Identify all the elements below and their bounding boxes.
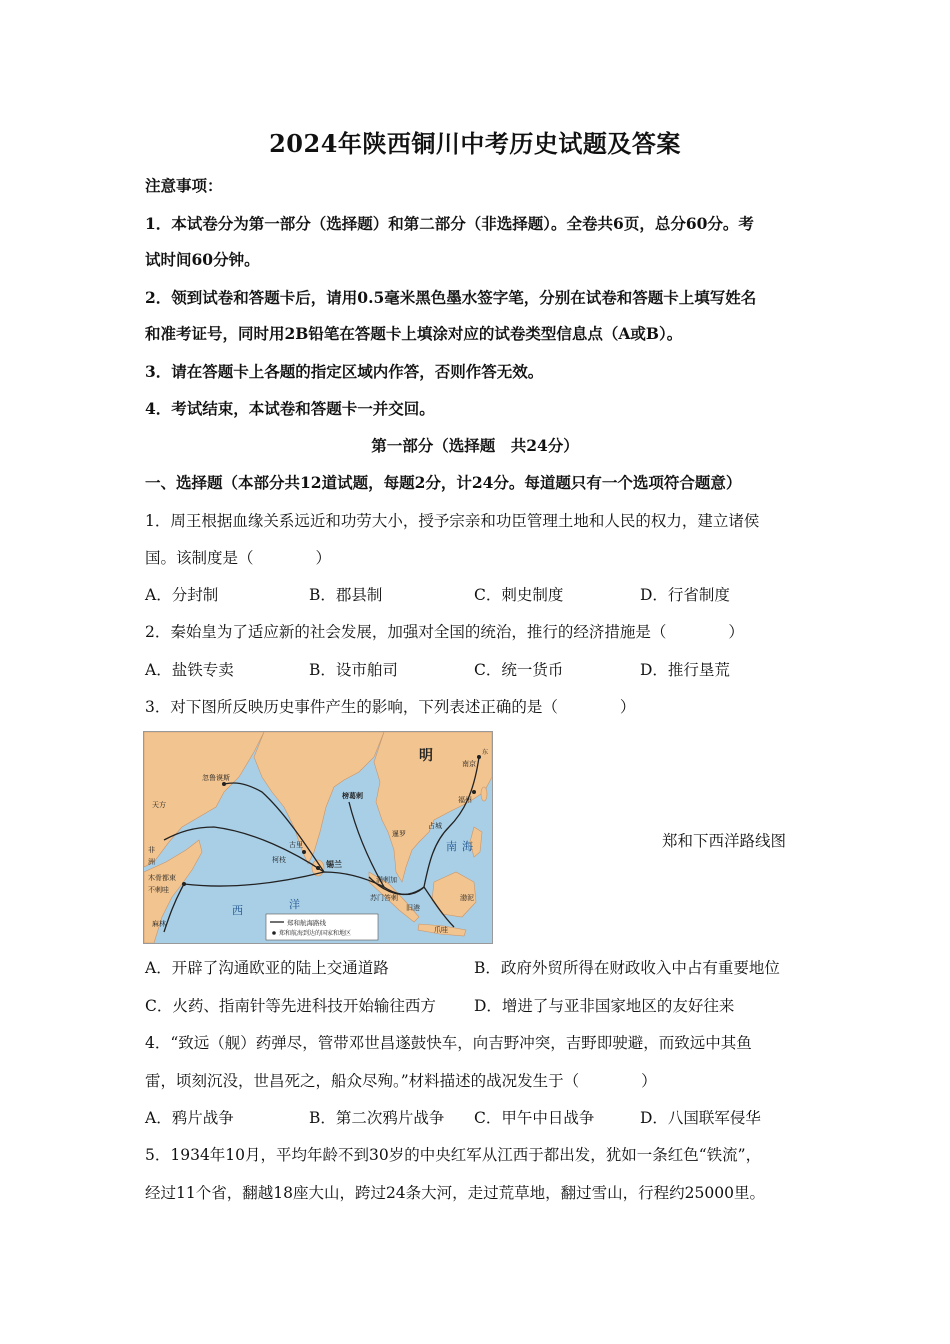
dot-mogadishu	[182, 882, 186, 886]
q2-option-d[interactable]: D．推行垦荒	[640, 661, 730, 679]
q1-option-d[interactable]: D．行省制度	[640, 586, 730, 604]
map-svg	[144, 732, 492, 943]
label-malindi: 麻林	[152, 920, 166, 928]
q3-option-b[interactable]: B．政府外贸所得在财政收入中占有重要地位	[474, 959, 780, 977]
q1-stem-line-1: 1．周王根据血缘关系远近和功劳大小，授予宗亲和功臣管理土地和人民的权力，建立诸侯	[145, 512, 760, 530]
dot-xilan	[316, 866, 320, 870]
q1-option-a[interactable]: A．分封制	[145, 586, 219, 604]
q4-stem-line-1: 4．“致远（舰）药弹尽，管带邓世昌遂鼓快车，向吉野冲突，吉野即驶避，而致远中其鱼	[145, 1034, 752, 1052]
q1-option-c[interactable]: C．刺史制度	[474, 586, 564, 604]
dot-hormuz	[222, 782, 226, 786]
label-hormuz: 忽鲁谟斯	[202, 774, 230, 782]
q5-stem-line-1: 5．1934年10月，平均年龄不到30岁的中央红军从江西于都出发，犹如一条红色“铁流”，	[145, 1146, 762, 1164]
q4-option-b[interactable]: B．第二次鸦片战争	[309, 1109, 445, 1127]
q5-stem-line-2: 经过11个省，翻越18座大山，跨过24条大河，走过荒草地，翻过雪山，行程约25000里。	[145, 1184, 765, 1202]
page-title: 2024年陕西铜川中考历史试题及答案	[269, 129, 681, 158]
part1-heading: 第一部分（选择题 共24分）	[371, 436, 579, 455]
notes-heading: 注意事项：	[145, 176, 223, 195]
map-legend	[266, 914, 378, 940]
legend-route-label: 郑和航海路线	[287, 919, 326, 927]
label-ming: 明	[419, 748, 433, 764]
q4-option-a[interactable]: A．鸦片战争	[145, 1109, 234, 1127]
q4-stem-line-2: 雷，顷刻沉没，世昌死之，船众尽殉。”材料描述的战况发生于（ ）	[145, 1072, 657, 1090]
section-heading: 一、选择题（本部分共12道试题，每题2分，计24分。每道题只有一个选项符合题意）	[145, 473, 742, 492]
q1-stem-line-2: 国。该制度是（ ）	[145, 549, 332, 567]
note-3: 3．请在答题卡上各题的指定区域内作答，否则作答无效。	[145, 362, 544, 381]
q3-option-d[interactable]: D．增进了与亚非国家地区的友好往来	[474, 997, 735, 1015]
q2-option-a[interactable]: A．盐铁专卖	[145, 661, 234, 679]
label-south-sea-2: 海	[462, 840, 473, 853]
legend-places-label: 郑和航海到达的国家和地区	[279, 930, 352, 937]
dot-guli	[302, 850, 306, 854]
label-guli: 古里	[289, 841, 303, 849]
label-kezhi: 柯枝	[272, 856, 286, 864]
label-bula: 不剌哇	[148, 886, 169, 894]
label-fuzhou: 福州	[458, 796, 472, 804]
q4-option-c[interactable]: C．甲午中日战争	[474, 1109, 595, 1127]
label-nanjing: 南京	[462, 760, 476, 768]
label-africa-2: 洲	[148, 858, 155, 866]
note-2-line-1: 2．领到试卷和答题卡后，请用0.5毫米黑色墨水签字笔，分别在试卷和答题卡上填写姓名	[145, 288, 757, 307]
label-siam: 暹罗	[392, 830, 406, 838]
label-bengal: 榜葛剌	[342, 792, 363, 800]
label-xilan: 锡兰	[326, 860, 342, 869]
q2-option-b[interactable]: B．设市舶司	[309, 661, 398, 679]
q3-stem: 3．对下图所反映历史事件产生的影响，下列表述正确的是（ ）	[145, 698, 636, 716]
label-east-sea: 东	[482, 749, 489, 756]
label-boni: 渤泥	[460, 894, 474, 902]
note-1-line-1: 1．本试卷分为第一部分（选择题）和第二部分（非选择题）。全卷共6页，总分60分。考	[145, 214, 754, 233]
note-4: 4．考试结束，本试卷和答题卡一并交回。	[145, 399, 435, 418]
label-west-ocean-1: 西	[232, 904, 243, 917]
dot-fuzhou	[472, 790, 476, 794]
q1-option-b[interactable]: B．郡县制	[309, 586, 383, 604]
label-tianfang: 天方	[152, 801, 166, 809]
q3-option-c[interactable]: C．火药、指南针等先进科技开始输往西方	[145, 997, 436, 1015]
label-manlajia: 满剌加	[376, 876, 397, 884]
note-1-line-2: 试时间60分钟。	[145, 250, 260, 269]
label-africa-1: 非	[148, 846, 155, 854]
zheng-he-voyage-map	[143, 731, 493, 944]
q4-option-d[interactable]: D．八国联军侵华	[640, 1109, 761, 1127]
map-caption: 郑和下西洋路线图	[662, 832, 787, 850]
note-2-line-2: 和准考证号，同时用2B铅笔在答题卡上填涂对应的试卷类型信息点（A或B）。	[145, 324, 683, 343]
q3-option-a[interactable]: A．开辟了沟通欧亚的陆上交通道路	[145, 959, 389, 977]
q2-stem: 2．秦始皇为了适应新的社会发展，加强对全国的统治，推行的经济措施是（ ）	[145, 623, 744, 641]
q2-option-c[interactable]: C．统一货币	[474, 661, 564, 679]
label-south-sea-1: 南	[446, 840, 457, 853]
label-java: 爪哇	[434, 926, 448, 934]
dot-nanjing	[477, 755, 481, 759]
label-sumendala: 苏门答剌	[370, 894, 398, 902]
label-mogadishu: 木骨都束	[148, 874, 176, 882]
label-jiugang: 旧港	[406, 904, 420, 912]
legend-place-swatch	[272, 931, 276, 935]
label-west-ocean-2: 洋	[289, 898, 300, 911]
label-zhancheng: 占城	[428, 822, 442, 830]
taiwan-island	[481, 787, 487, 801]
